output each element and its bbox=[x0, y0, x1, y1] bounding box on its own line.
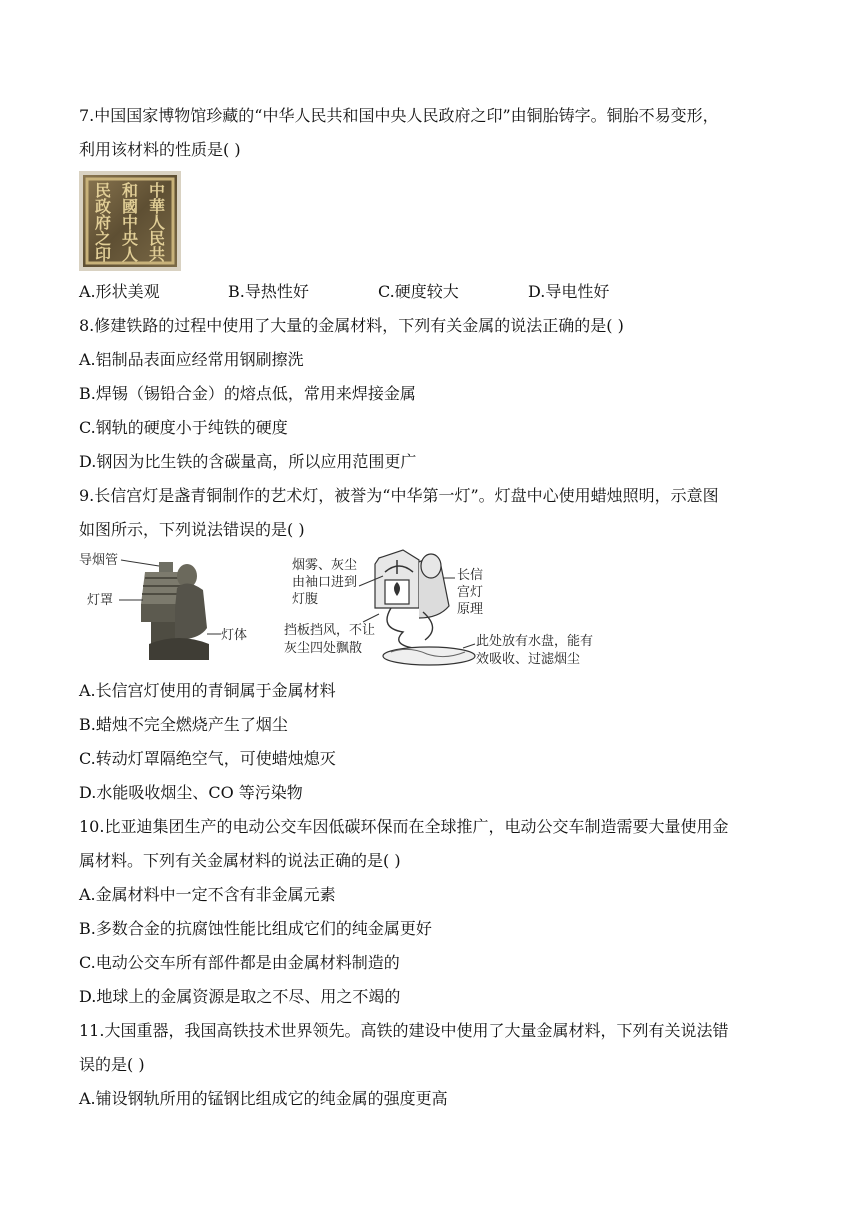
q7-stem-line2: 利用该材料的性质是( ) bbox=[79, 140, 241, 159]
q7-option-c: C.硬度较大 bbox=[378, 282, 459, 301]
q9-option-b: B.蜡烛不完全燃烧产生了烟尘 bbox=[79, 715, 288, 734]
q7-stem-line1: 7.中国国家博物馆珍藏的“中华人民共和国中央人民政府之印”由铜胎铸字。铜胎不易变形， bbox=[79, 106, 719, 125]
label-lamp-body: 灯体 bbox=[221, 628, 248, 643]
q10-option-d: D.地球上的金属资源是取之不尽、用之不竭的 bbox=[79, 987, 401, 1006]
seal-character: 人 bbox=[121, 245, 139, 264]
label-lamp-cover: 灯罩 bbox=[87, 593, 114, 608]
q7-option-d: D.导电性好 bbox=[528, 282, 610, 301]
label-smoke-line2: 由袖口进到 bbox=[292, 575, 358, 590]
q7-option-b: B.导热性好 bbox=[228, 282, 309, 301]
lamp-diagram bbox=[79, 548, 629, 672]
label-baffle-line2: 灰尘四处飘散 bbox=[284, 641, 363, 656]
q10-stem-line2: 属材料。下列有关金属材料的说法正确的是( ) bbox=[79, 851, 401, 870]
q8-stem: 8.修建铁路的过程中使用了大量的金属材料，下列有关金属的说法正确的是( ) bbox=[79, 316, 624, 335]
q7-option-a: A.形状美观 bbox=[79, 282, 160, 301]
q11-stem-line2: 误的是( ) bbox=[79, 1055, 145, 1074]
label-smoke-line3: 灯腹 bbox=[292, 592, 319, 607]
seal-character: 府 bbox=[94, 213, 112, 232]
seal-character: 中 bbox=[121, 213, 139, 232]
q9-option-c: C.转动灯罩隔绝空气，可使蜡烛熄灭 bbox=[79, 749, 336, 768]
seal-character: 中 bbox=[148, 181, 166, 200]
seal-character: 民 bbox=[148, 229, 166, 248]
q8-option-c: C.钢轨的硬度小于纯铁的硬度 bbox=[79, 418, 288, 437]
label-principle-line1: 长信 bbox=[457, 568, 484, 583]
lamp-photo bbox=[79, 552, 247, 660]
seal-character: 共 bbox=[148, 245, 166, 264]
seal-character: 央 bbox=[121, 229, 139, 248]
q10-option-b: B.多数合金的抗腐蚀性能比组成它们的纯金属更好 bbox=[79, 919, 432, 938]
seal-character: 人 bbox=[148, 213, 166, 232]
seal-character: 和 bbox=[121, 181, 139, 200]
label-baffle-line1: 挡板挡风，不让 bbox=[284, 623, 376, 638]
seal-character: 印 bbox=[94, 245, 112, 264]
label-smoke-line1: 烟雾、灰尘 bbox=[292, 558, 358, 573]
seal-character: 之 bbox=[94, 229, 112, 248]
seal-character: 華 bbox=[148, 197, 166, 216]
q8-option-d: D.钢因为比生铁的含碳量高，所以应用范围更广 bbox=[79, 452, 417, 471]
q10-stem-line1: 10.比亚迪集团生产的电动公交车因低碳环保而在全球推广，电动公交车制造需要大量使用金 bbox=[79, 817, 729, 836]
q10-option-c: C.电动公交车所有部件都是由金属材料制造的 bbox=[79, 953, 400, 972]
q10-option-a: A.金属材料中一定不含有非金属元素 bbox=[79, 885, 336, 904]
label-water-line1: 此处放有水盘，能有 bbox=[476, 634, 594, 649]
q8-option-b: B.焊锡（锡铅合金）的熔点低，常用来焊接金属 bbox=[79, 384, 416, 403]
q9-stem-line1: 9.长信宫灯是盏青铜制作的艺术灯，被誉为“中华第一灯”。灯盘中心使用蜡烛照明，示意图 bbox=[79, 486, 719, 505]
seal-character: 民 bbox=[94, 181, 112, 200]
label-water-line2: 效吸收、过滤烟尘 bbox=[476, 652, 581, 667]
seal-character: 國 bbox=[121, 197, 139, 216]
q11-option-a: A.铺设钢轨所用的锰钢比组成它的纯金属的强度更高 bbox=[79, 1089, 448, 1108]
seal-image bbox=[79, 171, 181, 271]
seal-character: 政 bbox=[94, 197, 112, 216]
q9-option-a: A.长信宫灯使用的青铜属于金属材料 bbox=[79, 681, 336, 700]
q9-stem-line2: 如图所示，下列说法错误的是( ) bbox=[79, 520, 305, 539]
label-principle-line3: 原理 bbox=[457, 602, 484, 617]
q11-stem-line1: 11.大国重器，我国高铁技术世界领先。高铁的建设中使用了大量金属材料，下列有关说法错 bbox=[79, 1021, 729, 1040]
label-principle-line2: 宫灯 bbox=[457, 585, 484, 600]
q8-option-a: A.铝制品表面应经常用钢刷擦洗 bbox=[79, 350, 304, 369]
q9-option-d: D.水能吸收烟尘、CO 等污染物 bbox=[79, 783, 303, 802]
label-smoke-pipe: 导烟管 bbox=[79, 553, 119, 568]
lamp-principle-diagram bbox=[284, 550, 593, 667]
